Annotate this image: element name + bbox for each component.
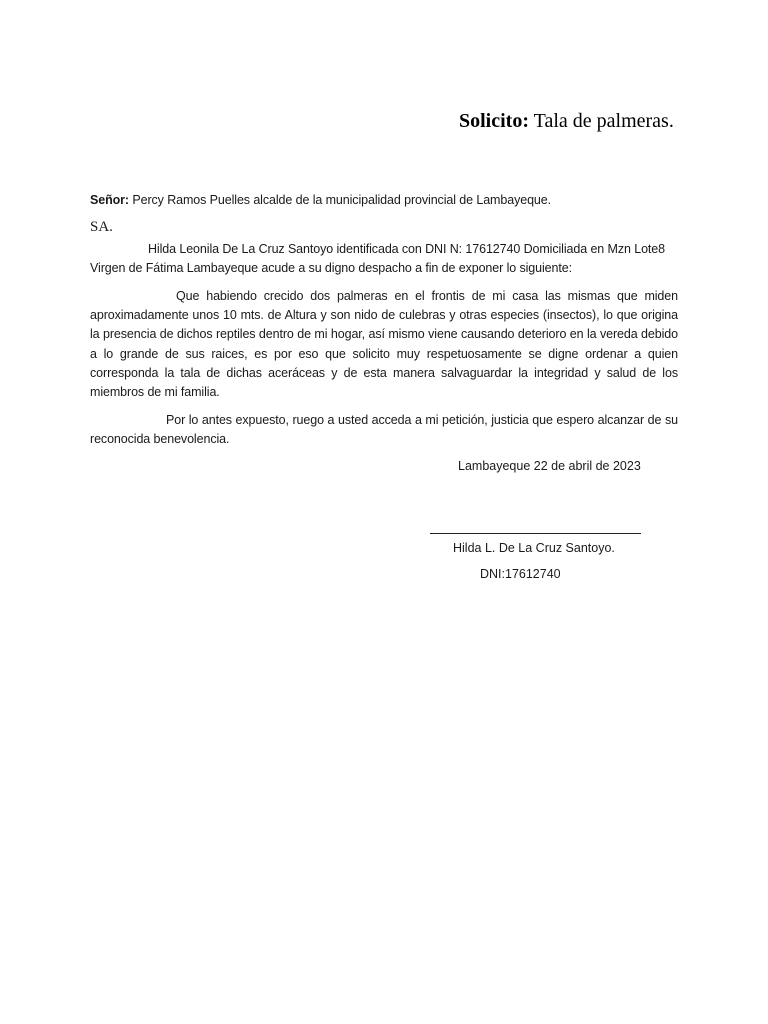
signature-line <box>430 533 641 534</box>
signer-name: Hilda L. De La Cruz Santoyo. <box>453 541 615 555</box>
date-line: Lambayeque 22 de abril de 2023 <box>458 459 641 473</box>
closing-paragraph: Por lo antes expuesto, ruego a usted acceda a mi petición, justicia que espero alcanzar de su reconocida benevolencia. <box>90 413 678 447</box>
addressee-label: Señor: <box>90 193 129 207</box>
addressee-line <box>90 193 551 207</box>
body-paragraph: Que habiendo crecido dos palmeras en el frontis de mi casa las mismas que miden aproximadamente unos 10 mts. de Altura y son nido de culebras y otras especies (insectos), lo que origina la presencia de dichos reptiles dentro de mi hogar, así mismo viene causando deterioro en la vereda debido a lo grande de sus raices, es por eso que solicito muy respetuosamente se digne ordenar a quien corresponda la tala de dichas aceráceas y de esta manera salvaguardar la integridad y salud de los miembros de mi familia. <box>90 289 678 400</box>
subject-line <box>459 110 674 133</box>
salutation: SA. <box>90 219 113 235</box>
subject-label: Solicito: <box>459 110 529 132</box>
subject-text: Tala de palmeras. <box>529 110 674 132</box>
intro-paragraph: Hilda Leonila De La Cruz Santoyo identificada con DNI N: 17612740 Domiciliada en Mzn Lote8 Virgen de Fátima Lambayeque acude a su digno despacho a fin de exponer lo siguiente: <box>90 242 666 276</box>
signer-dni: DNI:17612740 <box>480 567 561 581</box>
addressee-text: Percy Ramos Puelles alcalde de la municipalidad provincial de Lambayeque. <box>129 193 552 207</box>
